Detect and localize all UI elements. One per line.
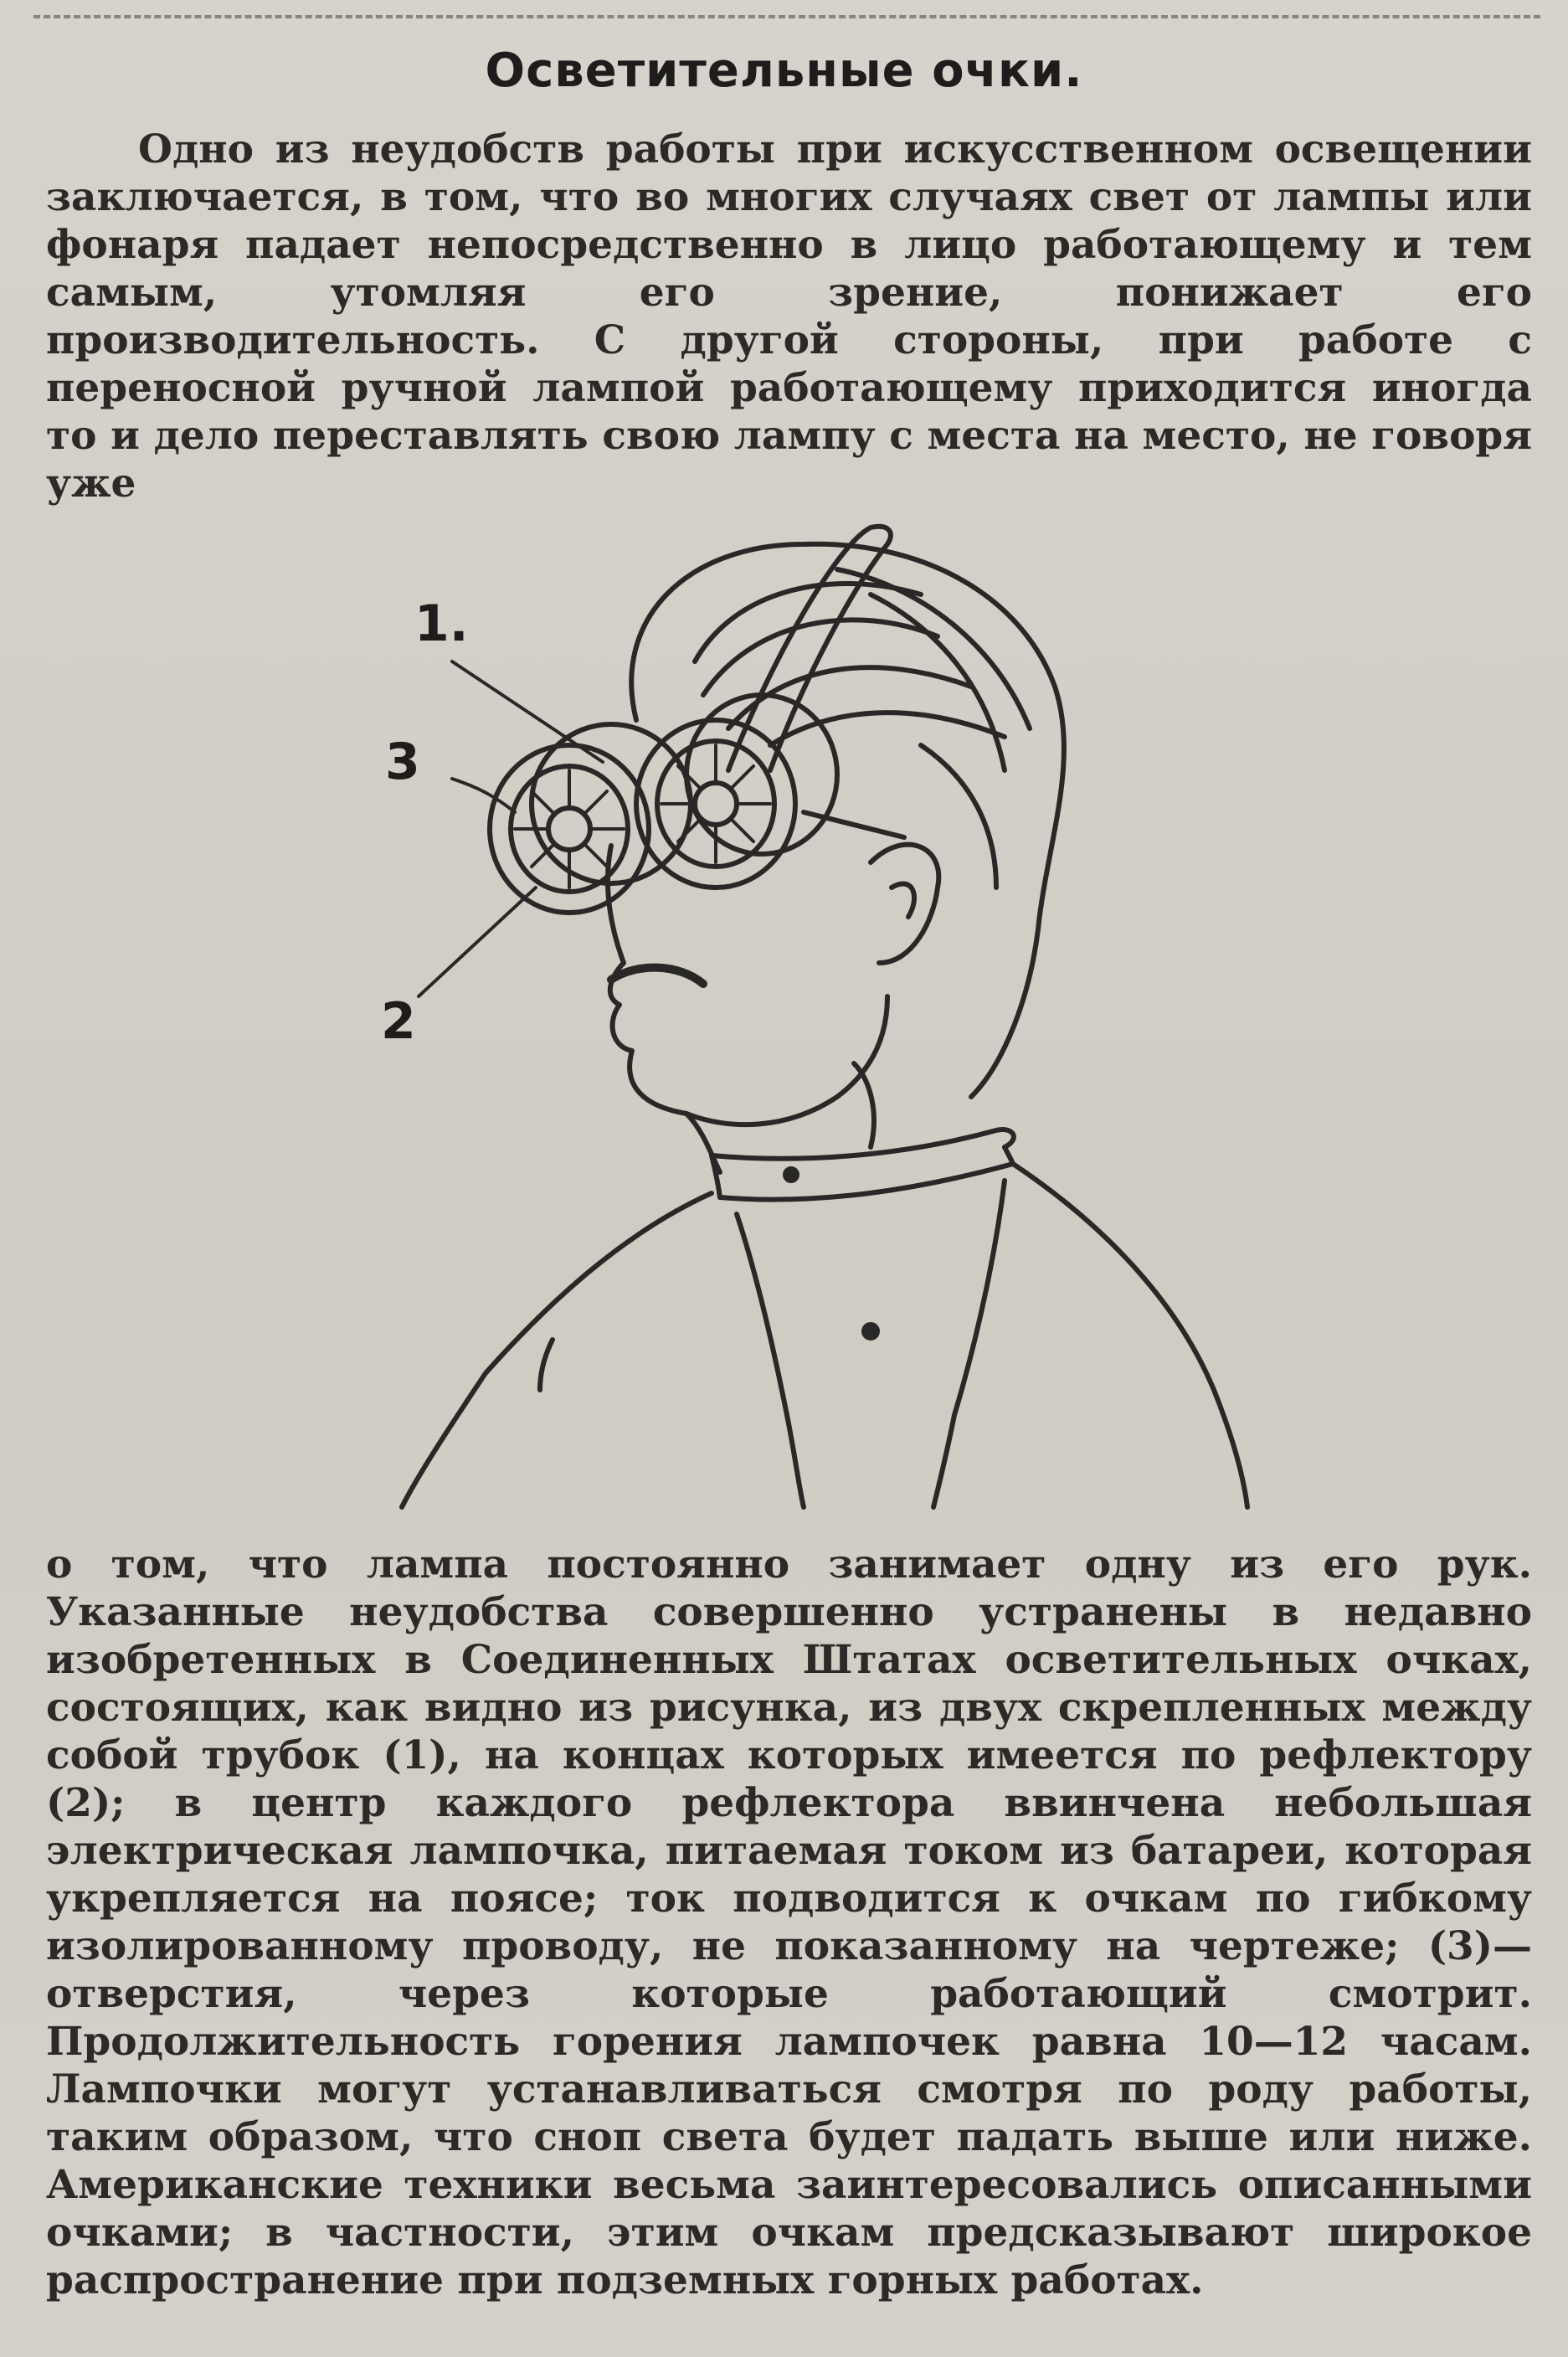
hair-strand — [837, 569, 1030, 728]
callout-leader-1 — [452, 661, 603, 762]
jacket-left-shoulder — [402, 1193, 712, 1507]
hair-strand — [770, 713, 1005, 745]
jacket-button — [864, 1325, 877, 1338]
jacket-crease — [540, 1340, 553, 1390]
paragraph-top: Одно из неудобств работы при искусственном освещении заключается, в том, что во многих случаях свет от лампы или фонаря падает непосредственно в лицо работающему и тем самым, утомляя его зрение, понижает его производительность. С другой стороны, при работе с переносной ручной лампой работающему приходится иногда то и дело переставлять свою лампу с места на место, не говоря уже — [46, 126, 1532, 507]
hair-strand — [921, 745, 996, 888]
article-title: Осветительные очки. — [485, 44, 1083, 98]
paragraph-bottom: о том, что лампа постоянно занимает одну из его рук. Указанные неудобства совершенно устранены в недавно изобретенных в Соединенных Штатах осветительных очках, состоящих, как видно из рисунка, из двух скрепленных между собой трубок (1), на концах которых имеется по рефлектору (2); в центр каждого рефлектора ввинчена небольшая электрическая лампочка, питаемая током из батареи, которая укрепляется на поясе; ток подводится к очкам по гибкому изолированному проводу, не показанному на чертеже; (3)—отверстия, через которые работающий смотрит. Продолжительность горения лампочек равна 10—12 часам. Лампочки могут устанавливаться смотря по роду работы, таким образом, что сноп света будет падать выше или ниже. Американские техники весьма заинтересовались описанными очками; в частности, этим очкам предсказывают широкое распространение при подземных горных работах. — [46, 1541, 1532, 2303]
collar-top — [712, 1130, 1014, 1159]
mustache — [611, 968, 703, 984]
ear — [871, 845, 938, 963]
callout-label-3: 3 — [385, 733, 420, 791]
collar-button — [785, 1169, 797, 1181]
jacket-right-shoulder — [1013, 1164, 1247, 1507]
callout-leader-2 — [419, 888, 536, 996]
illustration-lighting-goggles — [335, 494, 1289, 1524]
collar-right — [1005, 1147, 1013, 1164]
hair-strand — [728, 667, 971, 728]
ear-detail — [892, 883, 914, 917]
callout-leader-3 — [452, 779, 515, 812]
callout-label-1: 1. — [414, 594, 469, 653]
collar-bottom — [720, 1164, 1013, 1200]
illustration-svg — [335, 494, 1289, 1524]
jacket-lapel-left — [737, 1214, 804, 1507]
hair-outline — [631, 544, 1064, 1097]
face-profile — [608, 846, 720, 1172]
top-border-rule — [33, 0, 1540, 18]
callout-label-2: 2 — [381, 992, 416, 1051]
jaw-line — [686, 996, 887, 1124]
jacket-lapel-right — [933, 1181, 1005, 1507]
